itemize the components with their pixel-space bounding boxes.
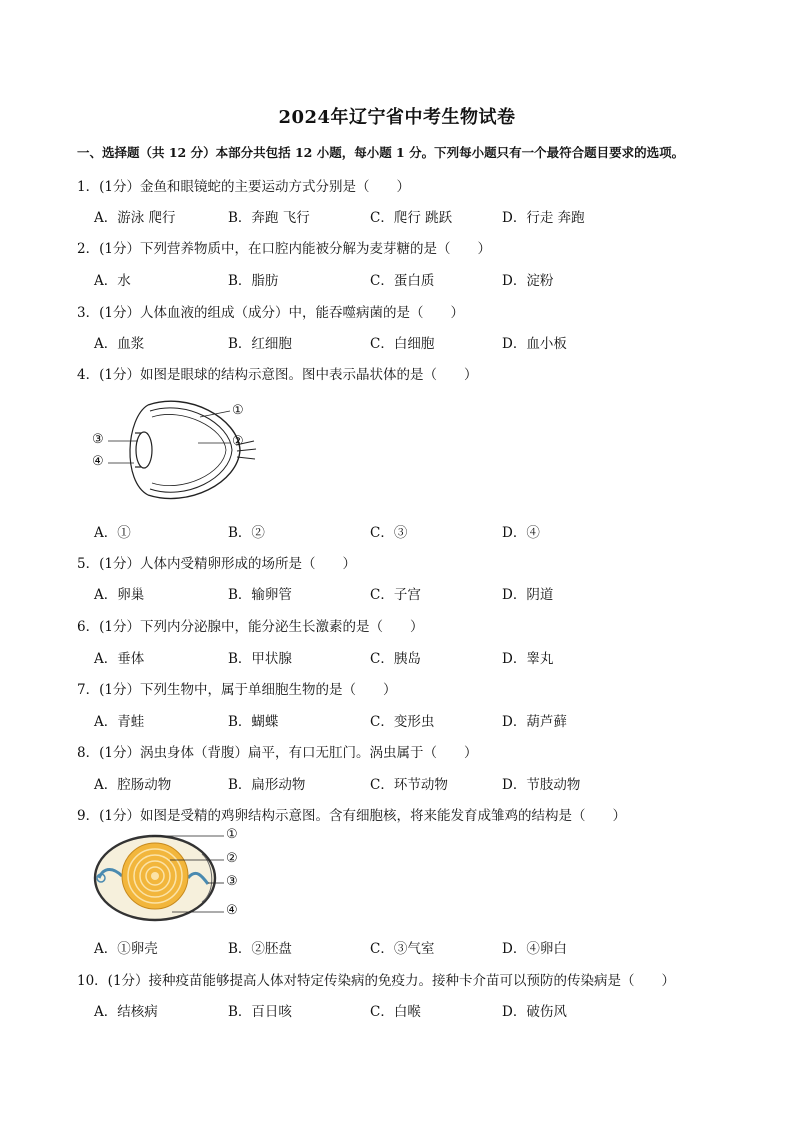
question-6-stem: 6．(1分）下列内分泌腺中，能分泌生长激素的是（ ） bbox=[77, 619, 424, 635]
question-7-stem: 7．(1分）下列生物中，属于单细胞生物的是（ ） bbox=[77, 682, 397, 698]
question-4-stem: 4．(1分）如图是眼球的结构示意图。图中表示晶状体的是（ ） bbox=[77, 367, 478, 383]
option-b[interactable]: B．蝴蝶 bbox=[228, 714, 279, 730]
option-d[interactable]: D．破伤风 bbox=[502, 1004, 567, 1020]
option-c[interactable]: C．环节动物 bbox=[370, 777, 448, 793]
question-5-stem: 5．(1分）人体内受精卵形成的场所是（ ） bbox=[77, 556, 356, 572]
option-c[interactable]: C．③ bbox=[370, 525, 408, 541]
option-d[interactable]: D．行走 奔跑 bbox=[502, 210, 585, 226]
question-10-options bbox=[94, 1000, 714, 1020]
option-a[interactable]: A．青蛙 bbox=[94, 714, 145, 730]
option-c[interactable]: C．白细胞 bbox=[370, 336, 435, 352]
section-heading: 一、选择题（共 12 分）本部分共包括 12 小题，每小题 1 分。下列每小题只有一个最符合题目要求的选项。 bbox=[77, 145, 685, 160]
question-8-stem: 8．(1分）涡虫身体（背腹）扁平，有口无肛门。涡虫属于（ ） bbox=[77, 745, 478, 761]
question-10-stem: 10．(1分）接种疫苗能够提高人体对特定传染病的免疫力。接种卡介苗可以预防的传染病是（ ） bbox=[77, 973, 676, 989]
option-d[interactable]: D．④卵白 bbox=[502, 941, 567, 957]
option-a[interactable]: A．水 bbox=[94, 273, 131, 289]
question-3-options bbox=[94, 332, 714, 352]
egg-label-2: ② bbox=[226, 851, 238, 866]
chicken-egg-diagram bbox=[90, 826, 250, 926]
option-b[interactable]: B．② bbox=[228, 525, 265, 541]
question-9-options bbox=[94, 937, 714, 957]
eye-label-4: ④ bbox=[92, 454, 104, 469]
egg-label-3: ③ bbox=[226, 874, 238, 889]
question-2-options bbox=[94, 269, 714, 289]
question-9-stem: 9．(1分）如图是受精的鸡卵结构示意图。含有细胞核，将来能发育成雏鸡的结构是（ ） bbox=[77, 808, 626, 824]
question-8-options bbox=[94, 773, 714, 793]
option-d[interactable]: D．淀粉 bbox=[502, 273, 554, 289]
option-c[interactable]: C．白喉 bbox=[370, 1004, 421, 1020]
option-b[interactable]: B．②胚盘 bbox=[228, 941, 292, 957]
page-title: 2024年辽宁省中考生物试卷 bbox=[278, 107, 516, 128]
option-a[interactable]: A．① bbox=[94, 525, 131, 541]
option-a[interactable]: A．游泳 爬行 bbox=[94, 210, 176, 226]
option-a[interactable]: A．垂体 bbox=[94, 651, 145, 667]
egg-label-4: ④ bbox=[226, 903, 238, 918]
option-a[interactable]: A．结核病 bbox=[94, 1004, 158, 1020]
option-d[interactable]: D．阴道 bbox=[502, 587, 554, 603]
question-6-options bbox=[94, 647, 714, 667]
egg-label-1: ① bbox=[226, 827, 238, 842]
option-c[interactable]: C．变形虫 bbox=[370, 714, 435, 730]
question-7-options bbox=[94, 710, 714, 730]
option-c[interactable]: C．蛋白质 bbox=[370, 273, 435, 289]
option-d[interactable]: D．血小板 bbox=[502, 336, 567, 352]
question-2-stem: 2．(1分）下列营养物质中，在口腔内能被分解为麦芽糖的是（ ） bbox=[77, 241, 491, 257]
eye-label-1: ① bbox=[232, 403, 244, 418]
option-a[interactable]: A．血浆 bbox=[94, 336, 145, 352]
question-1-options bbox=[94, 206, 714, 226]
option-a[interactable]: A．①卵壳 bbox=[94, 941, 158, 957]
question-4-options bbox=[94, 521, 714, 541]
option-b[interactable]: B．红细胞 bbox=[228, 336, 292, 352]
option-b[interactable]: B．甲状腺 bbox=[228, 651, 292, 667]
option-d[interactable]: D．睾丸 bbox=[502, 651, 554, 667]
option-c[interactable]: C．胰岛 bbox=[370, 651, 421, 667]
option-a[interactable]: A．腔肠动物 bbox=[94, 777, 172, 793]
eye-label-3: ③ bbox=[92, 432, 104, 447]
eyeball-diagram bbox=[88, 393, 258, 508]
option-b[interactable]: B．奔跑 飞行 bbox=[228, 210, 310, 226]
question-5-options bbox=[94, 583, 714, 603]
eye-label-2: ② bbox=[232, 434, 244, 449]
option-b[interactable]: B．输卵管 bbox=[228, 587, 292, 603]
option-c[interactable]: C．子宫 bbox=[370, 587, 421, 603]
question-1-stem: 1．(1分）金鱼和眼镜蛇的主要运动方式分别是（ ） bbox=[77, 179, 410, 195]
option-d[interactable]: D．节肢动物 bbox=[502, 777, 581, 793]
option-d[interactable]: D．④ bbox=[502, 525, 540, 541]
option-b[interactable]: B．脂肪 bbox=[228, 273, 279, 289]
option-a[interactable]: A．卵巢 bbox=[94, 587, 145, 603]
option-b[interactable]: B．扁形动物 bbox=[228, 777, 306, 793]
option-c[interactable]: C．爬行 跳跃 bbox=[370, 210, 453, 226]
option-d[interactable]: D．葫芦藓 bbox=[502, 714, 567, 730]
option-b[interactable]: B．百日咳 bbox=[228, 1004, 292, 1020]
question-3-stem: 3．(1分）人体血液的组成（成分）中，能吞噬病菌的是（ ） bbox=[77, 305, 464, 321]
option-c[interactable]: C．③气室 bbox=[370, 941, 435, 957]
